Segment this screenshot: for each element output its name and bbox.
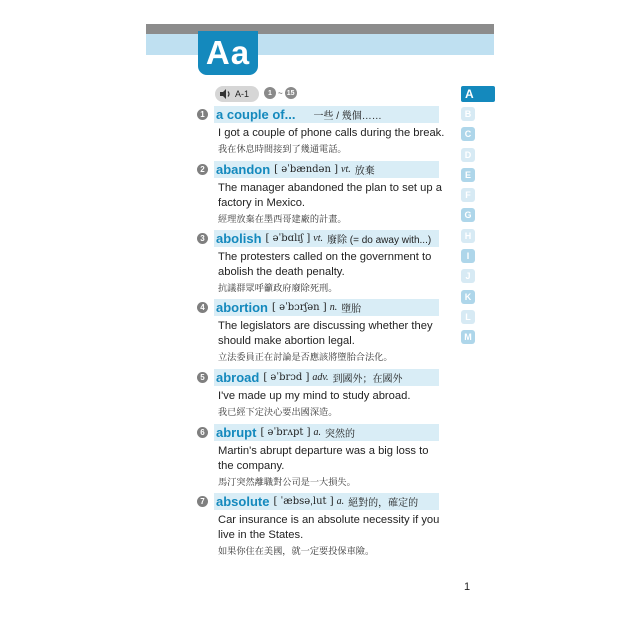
headword-bar: [214, 299, 439, 316]
headword-bar: [214, 493, 439, 510]
example: [218, 181, 446, 226]
headword: a couple of...: [216, 107, 296, 122]
phonetic: [ əˈbɔrʃən ]: [272, 302, 327, 313]
phonetic: [ ˈæbsəˌlut ]: [273, 496, 334, 507]
example-sentence: The legislators are discussing whether they should make abortion legal.: [218, 320, 433, 347]
example-translation: 經理放棄在墨西哥建廠的計畫。: [218, 214, 347, 224]
headword: abolish: [216, 231, 262, 246]
phonetic: [ əˈbrɔd ]: [263, 372, 310, 383]
audio-track-button[interactable]: [215, 86, 259, 102]
headword-bar: [214, 424, 439, 441]
example-translation: 我已經下定決心要出國深造。: [218, 407, 338, 417]
part-of-speech: adv.: [312, 372, 329, 383]
headword-bar: [214, 230, 439, 247]
headword: absolute: [216, 494, 270, 509]
page-number: 1: [464, 581, 471, 593]
index-tab-l[interactable]: L: [461, 310, 475, 324]
example: [218, 513, 446, 558]
meaning: 一些 / 幾個……: [313, 111, 382, 122]
meaning: 廢除 (= do away with...): [326, 235, 432, 246]
example-translation: 如果你住在美國，就一定要投保車險。: [218, 546, 375, 556]
entry-number: 7: [197, 496, 208, 507]
example-sentence: The manager abandoned the plan to set up a factory in Mexico.: [218, 182, 442, 209]
headword: abrupt: [216, 425, 257, 440]
headword: abandon: [216, 162, 271, 177]
example: [218, 389, 446, 419]
example: [218, 126, 446, 156]
entry-number: 5: [197, 372, 208, 383]
meaning: 放棄: [354, 166, 375, 177]
part-of-speech: a.: [336, 496, 345, 507]
headword: abroad: [216, 370, 260, 385]
index-tab-c[interactable]: C: [461, 127, 475, 141]
example-translation: 立法委員正在討論是否應該將墮胎合法化。: [218, 352, 393, 362]
section-letter-badge: Aa: [198, 31, 258, 75]
example: [218, 250, 446, 295]
part-of-speech: vt.: [341, 164, 351, 175]
index-tab-m[interactable]: M: [461, 330, 475, 344]
phonetic: [ əˈbrʌpt ]: [260, 427, 311, 438]
audio-track-label: A-1: [235, 89, 250, 99]
index-tab-i[interactable]: I: [461, 249, 475, 263]
range-start: 1: [264, 87, 276, 99]
range-end: 15: [285, 87, 297, 99]
entry-number: 3: [197, 233, 208, 244]
index-tab-a[interactable]: A: [461, 86, 495, 102]
phonetic: [ əˈbændən ]: [274, 164, 338, 175]
audio-range: [264, 87, 297, 99]
example: [218, 444, 446, 489]
example-sentence: I've made up my mind to study abroad.: [218, 390, 411, 402]
index-tab-b[interactable]: B: [461, 107, 475, 121]
entry-number: 2: [197, 164, 208, 175]
headword-bar: [214, 161, 439, 178]
index-tab-k[interactable]: K: [461, 290, 475, 304]
example-translation: 抗議群眾呼籲政府廢除死刑。: [218, 283, 338, 293]
example-translation: 馬汀突然離職對公司是一大損失。: [218, 477, 356, 487]
meaning: 突然的: [325, 429, 356, 440]
part-of-speech: vt.: [313, 233, 323, 244]
part-of-speech: n.: [329, 302, 338, 313]
example-translation: 我在休息時間接到了幾通電話。: [218, 144, 347, 154]
entry-number: 4: [197, 302, 208, 313]
meaning: 到國外；在國外: [332, 374, 403, 385]
part-of-speech: a.: [313, 427, 322, 438]
index-tab-e[interactable]: E: [461, 168, 475, 182]
index-tab-g[interactable]: G: [461, 208, 475, 222]
example: [218, 319, 446, 364]
entry-number: 1: [197, 109, 208, 120]
headword-bar: [214, 106, 439, 123]
index-tab-j[interactable]: J: [461, 269, 475, 283]
speaker-icon: [220, 89, 232, 99]
meaning: 絕對的，確定的: [348, 498, 419, 509]
entry-number: 6: [197, 427, 208, 438]
index-tab-f[interactable]: F: [461, 188, 475, 202]
example-sentence: Martin's abrupt departure was a big loss to the company.: [218, 445, 429, 472]
index-tab-d[interactable]: D: [461, 148, 475, 162]
phonetic: [ əˈbɑlɪʃ ]: [265, 233, 311, 244]
alphabet-index: [461, 86, 495, 351]
range-separator: ~: [278, 88, 283, 98]
example-sentence: The protesters called on the government to abolish the death penalty.: [218, 251, 432, 278]
example-sentence: I got a couple of phone calls during the break.: [218, 127, 445, 139]
headword-bar: [214, 369, 439, 386]
example-sentence: Car insurance is an absolute necessity if you live in the States.: [218, 514, 440, 541]
index-tab-h[interactable]: H: [461, 229, 475, 243]
headword: abortion: [216, 300, 268, 315]
meaning: 墮胎: [341, 304, 362, 315]
